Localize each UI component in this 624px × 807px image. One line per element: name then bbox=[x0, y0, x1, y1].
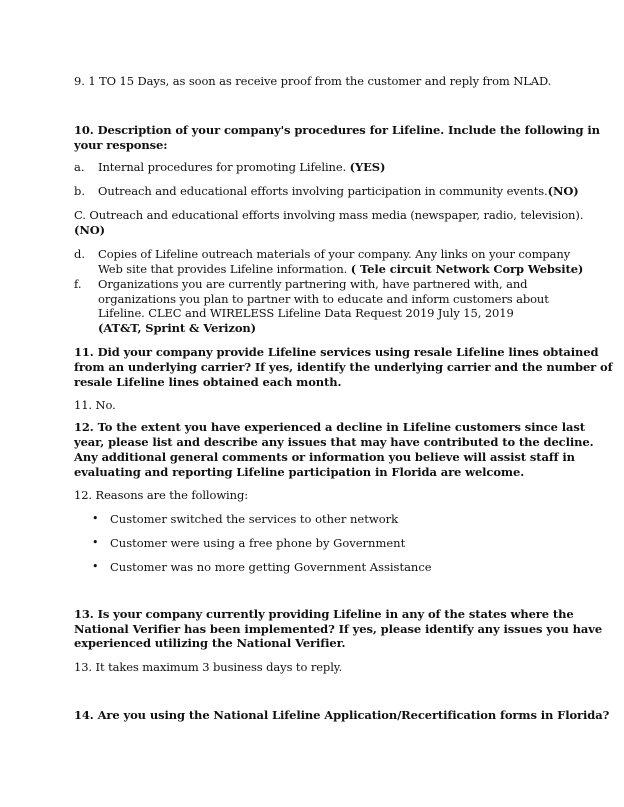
q10-a-label: a. bbox=[74, 160, 85, 174]
q10-f-line3: Lifeline. CLEC and WIRELESS Lifeline Data Request 2019 July 15, 2019 bbox=[98, 306, 514, 320]
q12-bullet-2: Customer were using a free phone by Government bbox=[110, 536, 406, 550]
q14-line1: 14. Are you using the National Lifeline Application/Recertification forms in Florida? bbox=[74, 708, 610, 722]
bullet-marker: • bbox=[92, 512, 99, 525]
q10-c-line1: C. Outreach and educational efforts involving mass media (newspaper, radio, television). bbox=[74, 208, 584, 222]
q10-a-text: Internal procedures for promoting Lifeline. bbox=[98, 160, 347, 174]
q13-line1: 13. Is your company currently providing Lifeline in any of the states where the bbox=[74, 607, 574, 621]
q9-answer: 9. 1 TO 15 Days, as soon as receive proof from the customer and reply from NLAD. bbox=[74, 74, 552, 88]
q10-b-answer: (NO) bbox=[547, 184, 579, 198]
q13-line3: experienced utilizing the National Verifier. bbox=[74, 636, 346, 650]
q12-bullet-3: Customer was no more getting Government Assistance bbox=[110, 560, 432, 574]
q11-line1: 11. Did your company provide Lifeline services using resale Lifeline lines obtained bbox=[74, 345, 599, 359]
q12-line1: 12. To the extent you have experienced a decline in Lifeline customers since last bbox=[74, 420, 585, 434]
q10-b-item bbox=[98, 184, 579, 198]
q10-b-text: Outreach and educational efforts involving participation in community events. bbox=[98, 184, 548, 198]
q10-f-label: f. bbox=[74, 277, 82, 291]
q10-d-line2: Web site that provides Lifeline information. bbox=[98, 262, 348, 276]
q10-b-label: b. bbox=[74, 184, 86, 198]
q10-c-answer: (NO) bbox=[74, 223, 106, 237]
q12-answer-intro: 12. Reasons are the following: bbox=[74, 488, 248, 502]
q10-f-line1: Organizations you are currently partnering with, have partnered with, and bbox=[98, 277, 528, 291]
q11-line3: resale Lifeline lines obtained each month. bbox=[74, 375, 342, 389]
q12-line3: Any additional general comments or information you believe will assist staff in bbox=[74, 450, 575, 464]
q12-line4: evaluating and reporting Lifeline participation in Florida are welcome. bbox=[74, 465, 525, 479]
bullet-marker: • bbox=[92, 536, 99, 549]
q10-d-label: d. bbox=[74, 247, 86, 261]
q10-heading-line1: 10. Description of your company's procedures for Lifeline. Include the following in bbox=[74, 123, 600, 137]
q10-d-item bbox=[98, 262, 583, 276]
q13-line2: National Verifier has been implemented? If yes, please identify any issues you have bbox=[74, 622, 603, 636]
q10-a-answer: (YES) bbox=[349, 160, 386, 174]
q10-d-line1: Copies of Lifeline outreach materials of your company. Any links on your company bbox=[98, 247, 571, 261]
q13-answer: 13. It takes maximum 3 business days to reply. bbox=[74, 660, 343, 674]
q10-d-answer: ( Tele circuit Network Corp Website) bbox=[350, 262, 584, 276]
bullet-marker: • bbox=[92, 560, 99, 573]
q12-bullet-1: Customer switched the services to other network bbox=[110, 512, 399, 526]
q11-answer: 11. No. bbox=[74, 398, 116, 412]
q10-heading-line2: your response: bbox=[74, 138, 168, 152]
q10-f-answer: (AT&T, Sprint & Verizon) bbox=[98, 321, 257, 335]
q12-line2: year, please list and describe any issues that may have contributed to the decline. bbox=[74, 435, 594, 449]
q10-f-line2: organizations you plan to partner with to educate and inform customers about bbox=[98, 292, 549, 306]
q11-line2: from an underlying carrier? If yes, identify the underlying carrier and the number of bbox=[74, 360, 613, 374]
q10-a-item bbox=[98, 160, 385, 174]
